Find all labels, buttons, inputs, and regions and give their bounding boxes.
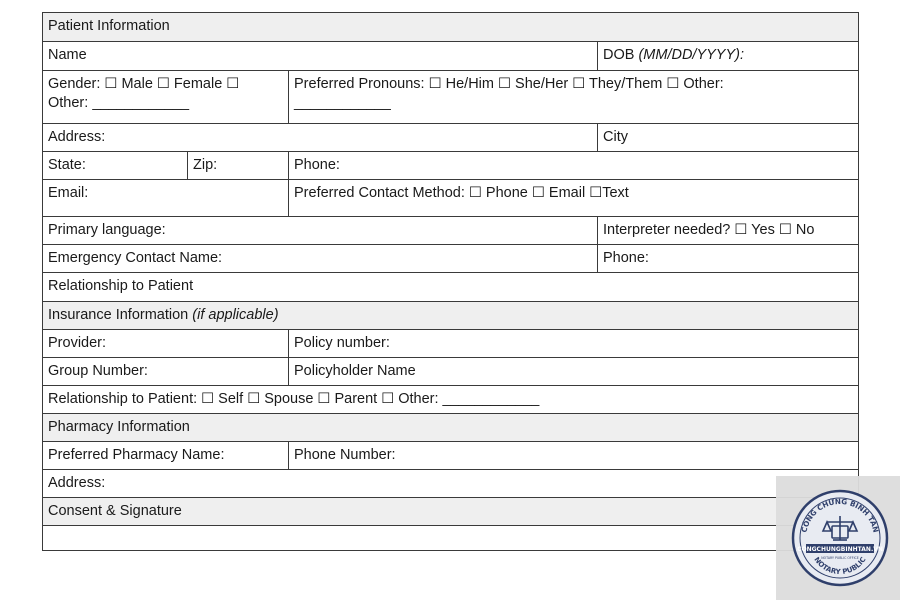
patient-info-header-row bbox=[43, 13, 859, 42]
primary-language-field[interactable]: Primary language: bbox=[43, 217, 598, 245]
state-row bbox=[43, 152, 859, 180]
insurance-header bbox=[43, 302, 859, 330]
signature-row bbox=[43, 526, 859, 551]
email-field[interactable]: Email: bbox=[43, 180, 289, 217]
emergency-phone-field[interactable]: Phone: bbox=[598, 245, 859, 273]
emergency-contact-row bbox=[43, 245, 859, 273]
email-row bbox=[43, 180, 859, 217]
group-number-field[interactable]: Group Number: bbox=[43, 358, 289, 386]
pronouns-other: ____________ bbox=[294, 95, 391, 111]
pharmacy-header: Pharmacy Information bbox=[43, 414, 859, 442]
relationship-field[interactable]: Relationship to Patient bbox=[43, 273, 859, 302]
insurance-relationship-row bbox=[43, 386, 859, 414]
seal-middle-text: CONGCHUNGBINHTAN.VN bbox=[797, 546, 883, 553]
insurance-header-title: Insurance Information bbox=[48, 307, 193, 323]
state-field[interactable]: State: bbox=[43, 152, 188, 180]
patient-info-header: Patient Information bbox=[43, 13, 859, 42]
pharmacy-name-field[interactable]: Preferred Pharmacy Name: bbox=[43, 442, 289, 470]
dob-field[interactable] bbox=[598, 42, 859, 71]
pronouns-options: Preferred Pronouns: ☐ He/Him ☐ She/Her ☐ They/Them ☐ Other: bbox=[294, 76, 724, 92]
patient-intake-form bbox=[42, 12, 859, 551]
gender-other: Other: ____________ bbox=[48, 95, 190, 111]
insurance-header-note: (if applicable) bbox=[192, 307, 279, 323]
policy-number-field[interactable]: Policy number: bbox=[289, 330, 859, 358]
name-field[interactable]: Name bbox=[43, 42, 598, 71]
pharmacy-name-row bbox=[43, 442, 859, 470]
pharmacy-phone-field[interactable]: Phone Number: bbox=[289, 442, 859, 470]
phone-field[interactable]: Phone: bbox=[289, 152, 859, 180]
dob-label: DOB bbox=[603, 47, 639, 63]
consent-header-row bbox=[43, 498, 859, 526]
group-number-row bbox=[43, 358, 859, 386]
pharmacy-address-row bbox=[43, 470, 859, 498]
dob-format: (MM/DD/YYYY): bbox=[638, 47, 744, 63]
insurance-header-row bbox=[43, 302, 859, 330]
city-field[interactable]: City bbox=[598, 124, 859, 152]
interpreter-field[interactable]: Interpreter needed? ☐ Yes ☐ No bbox=[598, 217, 859, 245]
zip-field[interactable]: Zip: bbox=[188, 152, 289, 180]
pharmacy-header-row bbox=[43, 414, 859, 442]
seal-bottom-text: NOTARY PUBLIC bbox=[812, 555, 868, 577]
language-row bbox=[43, 217, 859, 245]
insurance-relationship-field[interactable]: Relationship to Patient: ☐ Self ☐ Spouse ☐ Parent ☐ Other: ____________ bbox=[43, 386, 859, 414]
address-field[interactable]: Address: bbox=[43, 124, 598, 152]
address-row bbox=[43, 124, 859, 152]
relationship-row bbox=[43, 273, 859, 302]
seal-top-text: CÔNG CHỨNG BÌNH TÂN bbox=[799, 496, 881, 534]
notary-seal-logo bbox=[790, 488, 890, 588]
emergency-contact-name-field[interactable]: Emergency Contact Name: bbox=[43, 245, 598, 273]
contact-method-field[interactable]: Preferred Contact Method: ☐ Phone ☐ Email ☐Text bbox=[289, 180, 859, 217]
pronouns-field[interactable] bbox=[289, 71, 859, 124]
gender-options: Gender: ☐ Male ☐ Female ☐ bbox=[48, 76, 240, 92]
signature-field[interactable] bbox=[43, 526, 859, 551]
provider-row bbox=[43, 330, 859, 358]
pharmacy-address-field[interactable]: Address: bbox=[43, 470, 859, 498]
policyholder-field[interactable]: Policyholder Name bbox=[289, 358, 859, 386]
gender-row bbox=[43, 71, 859, 124]
consent-header: Consent & Signature bbox=[43, 498, 859, 526]
gender-field[interactable] bbox=[43, 71, 289, 124]
name-row bbox=[43, 42, 859, 71]
provider-field[interactable]: Provider: bbox=[43, 330, 289, 358]
seal-small-text: NOTARY PUBLIC OFFICE bbox=[821, 556, 859, 560]
